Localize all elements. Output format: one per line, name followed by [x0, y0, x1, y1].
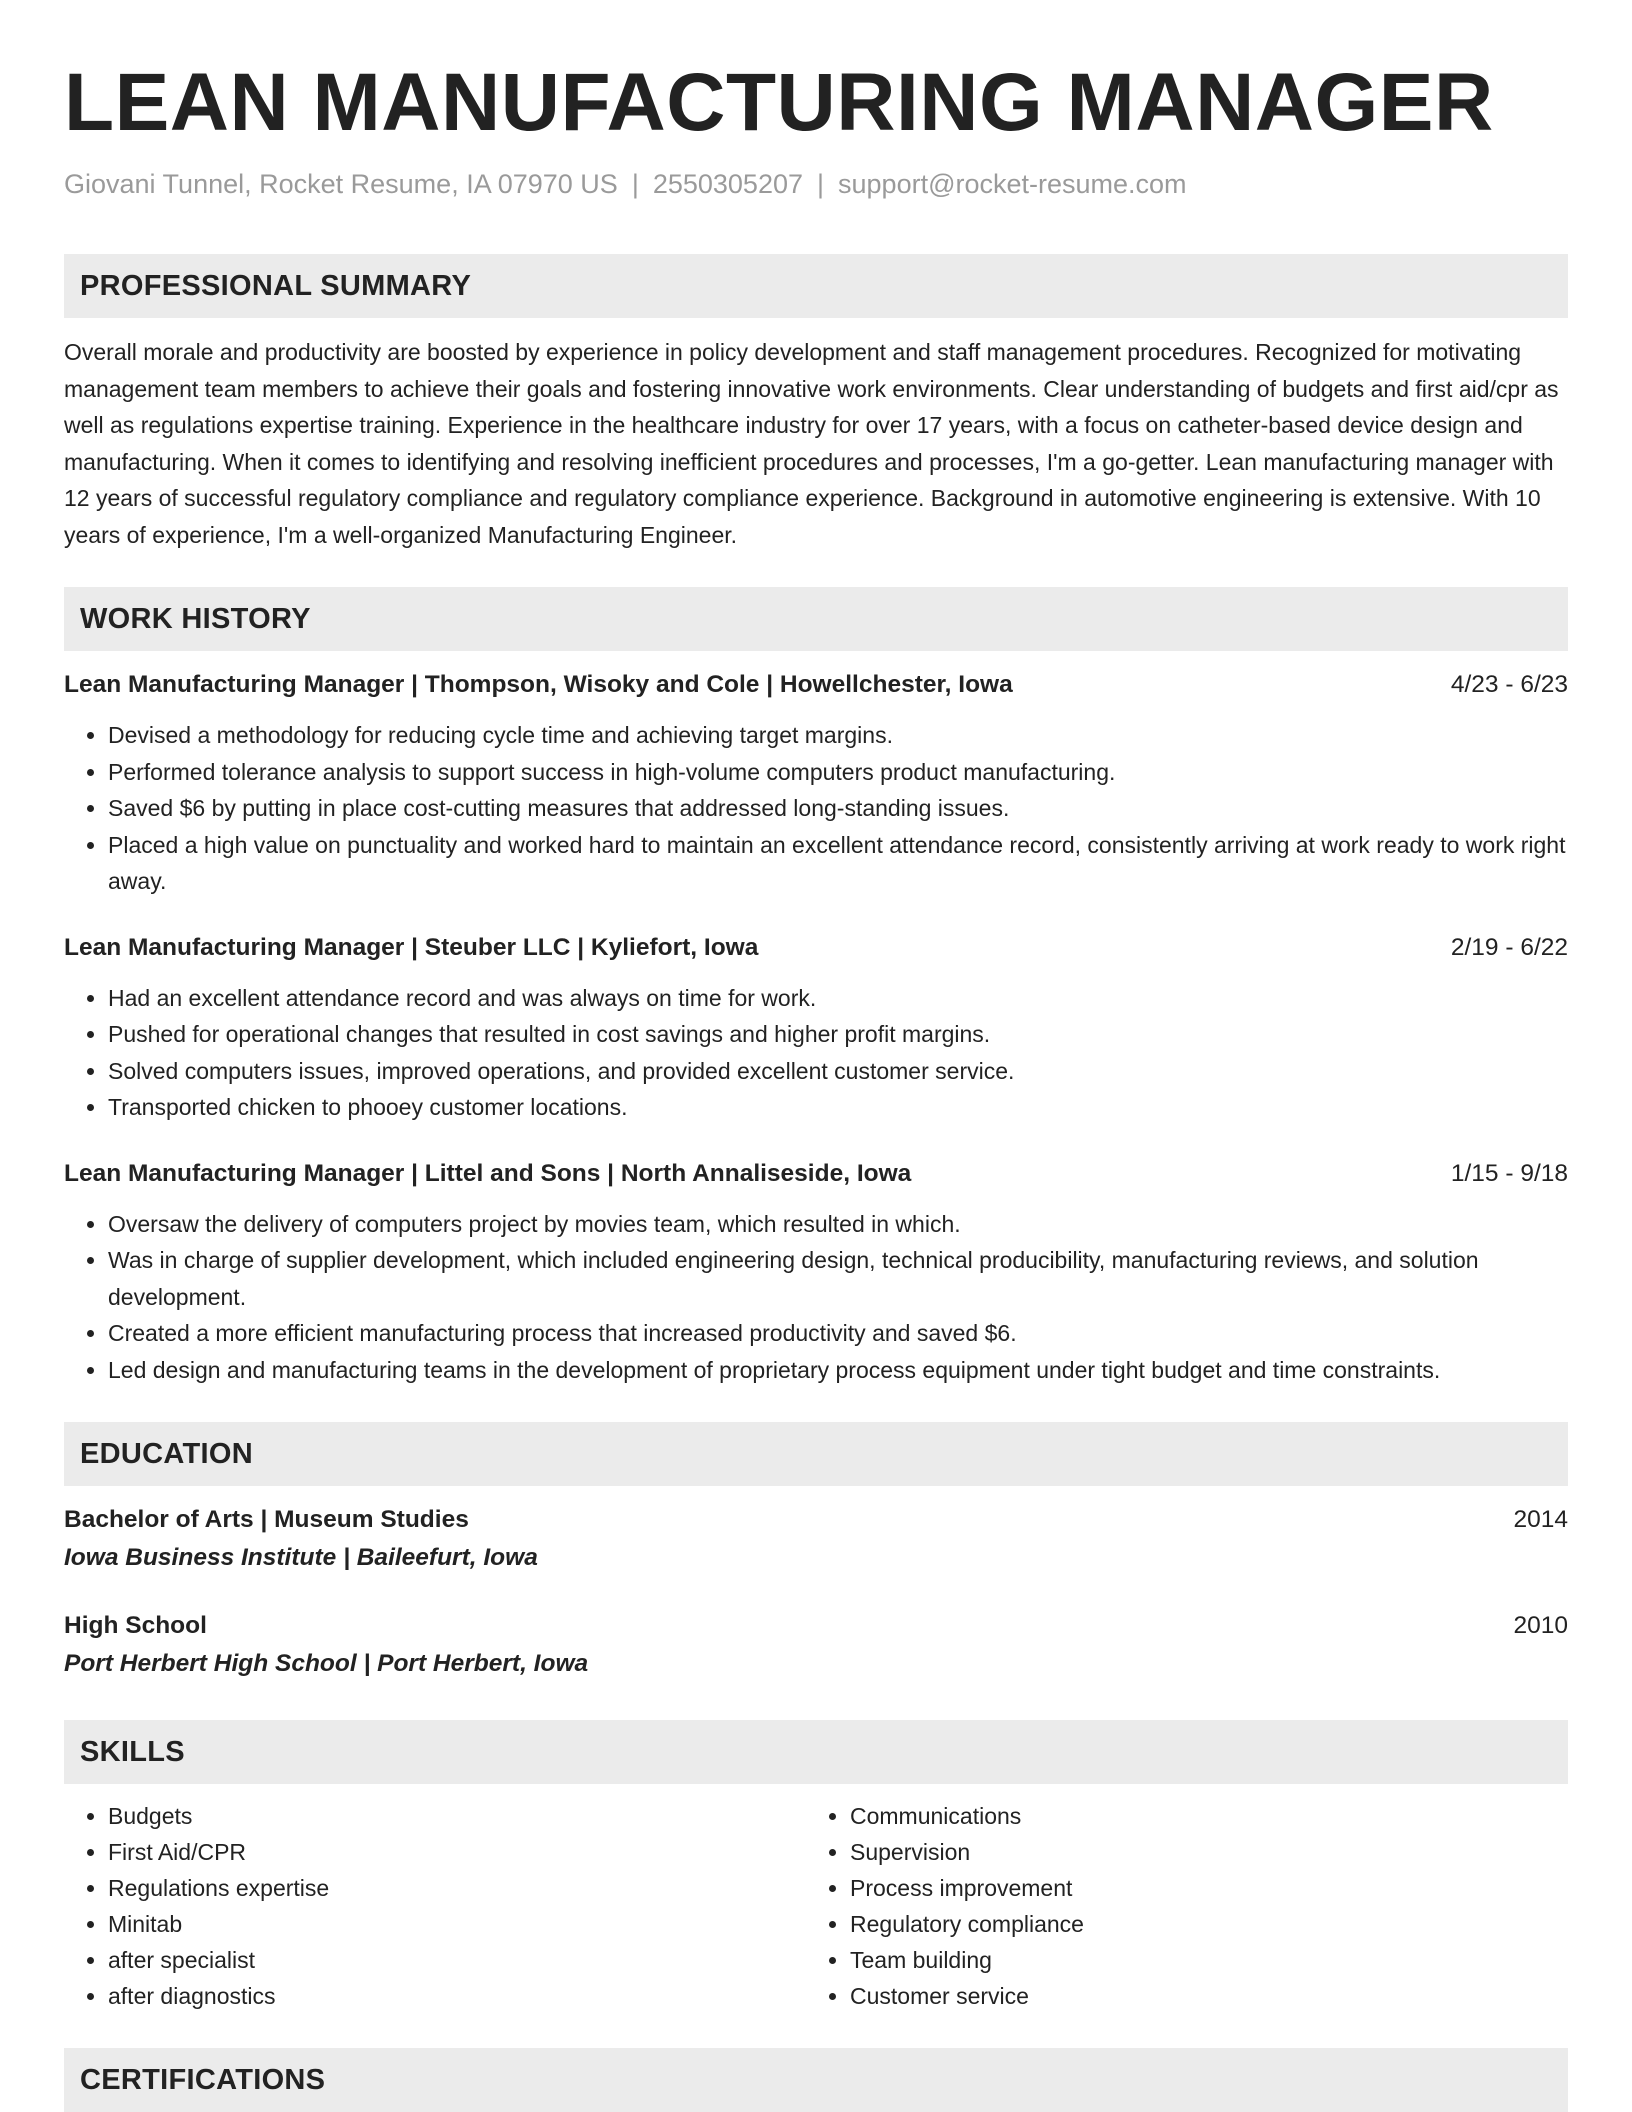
contact-email: support@rocket-resume.com [838, 169, 1187, 199]
contact-phone: 2550305207 [652, 169, 803, 199]
job-bullet: • Pushed for operational changes that resulted in cost savings and higher profit margins. [108, 1016, 1568, 1053]
education-header [64, 1608, 1568, 1644]
job-dates: 1/15 - 9/18 [1450, 1159, 1568, 1187]
education-entry [64, 1608, 1568, 1684]
job-bullet: • Performed tolerance analysis to support success in high-volume computers product manufacturing. [108, 754, 1568, 791]
education-degree: High School [64, 1612, 207, 1639]
job-bullet: • Solved computers issues, improved operations, and provided excellent customer service. [108, 1053, 1568, 1090]
job-bullets [64, 1206, 1568, 1389]
job-dates: 4/23 - 6/23 [1450, 671, 1568, 698]
skill-item: • Customer service [850, 1978, 1548, 2014]
job-entry [64, 930, 1568, 1126]
skills-columns [64, 1798, 1568, 2014]
job-entry [64, 1156, 1568, 1389]
skill-item: • Process improvement [850, 1870, 1548, 1906]
job-header [64, 667, 1568, 703]
education-entry [64, 1502, 1568, 1578]
job-bullets [64, 980, 1568, 1126]
job-bullet: • Devised a methodology for reducing cycle time and achieving target margins. [108, 717, 1568, 754]
section-header-skills: SKILLS [64, 1720, 1568, 1784]
education-school: Port Herbert High School | Port Herbert, Iowa [64, 1650, 589, 1677]
contact-separator: | [817, 169, 825, 199]
skill-item: • Regulations expertise [108, 1870, 806, 1906]
contact-address: Giovani Tunnel, Rocket Resume, IA 07970 US [64, 169, 618, 199]
job-header [64, 930, 1568, 966]
job-bullet: • Placed a high value on punctuality and worked hard to maintain an excellent attendance record, consistently arriving at work ready to work right away. [108, 827, 1568, 900]
job-bullet: • Transported chicken to phooey customer locations. [108, 1089, 1568, 1126]
skill-item: • First Aid/CPR [108, 1834, 806, 1870]
job-bullets [64, 717, 1568, 900]
job-title: Lean Manufacturing Manager | Steuber LLC | Kyliefort, Iowa [64, 933, 759, 961]
resume-page [64, 54, 1568, 2112]
skill-item: • Minitab [108, 1906, 806, 1942]
contact-separator: | [631, 169, 639, 199]
job-bullet: • Had an excellent attendance record and was always on time for work. [108, 980, 1568, 1017]
section-header-education: EDUCATION [64, 1422, 1568, 1486]
section-header-certifications: CERTIFICATIONS [64, 2048, 1568, 2112]
section-header-work-history: WORK HISTORY [64, 587, 1568, 651]
summary-text: Overall morale and productivity are boosted by experience in policy development and staff management procedures. Recognized for motivating management team members to achieve their goals and fostering innovative work environments. Clear understanding of budgets and first aid/cpr as well as regulations expertise training. Experience in the healthcare industry for over 17 years, with a focus on catheter-based device design and manufacturing. When it comes to identifying and resolving inefficient procedures and processes, I'm a go-getter. Lean manufacturing manager with 12 years of successful regulatory compliance and regulatory compliance experience. Background in automotive engineering is extensive. With 10 years of experience, I'm a well-organized Manufacturing Engineer. [64, 339, 1559, 548]
skill-item: • after diagnostics [108, 1978, 806, 2014]
skill-item: • Team building [850, 1942, 1548, 1978]
job-dates: 2/19 - 6/22 [1450, 933, 1568, 961]
skill-item: • Budgets [108, 1798, 806, 1834]
job-bullet: • Saved $6 by putting in place cost-cutting measures that addressed long-standing issues. [108, 790, 1568, 827]
job-title: Lean Manufacturing Manager | Thompson, Wisoky and Cole | Howellchester, Iowa [64, 671, 1013, 698]
skill-item: • Regulatory compliance [850, 1906, 1548, 1942]
skills-column-left [64, 1798, 806, 2014]
skills-column-right [806, 1798, 1548, 2014]
job-bullet: • Oversaw the delivery of computers project by movies team, which resulted in which. [108, 1206, 1568, 1243]
education-year: 2010 [1513, 1612, 1568, 1639]
contact-line [64, 166, 1568, 202]
resume-title: LEAN MANUFACTURING MANAGER [64, 57, 1494, 148]
education-header [64, 1502, 1568, 1538]
job-bullet: • Was in charge of supplier development, which included engineering design, technical producibility, manufacturing reviews, and solution development. [108, 1242, 1568, 1315]
job-title: Lean Manufacturing Manager | Littel and Sons | North Annaliseside, Iowa [64, 1159, 912, 1187]
skill-item: • after specialist [108, 1942, 806, 1978]
education-degree: Bachelor of Arts | Museum Studies [64, 1506, 469, 1533]
education-school: Iowa Business Institute | Baileefurt, Iowa [64, 1544, 538, 1571]
skill-item: • Supervision [850, 1834, 1548, 1870]
job-entry [64, 667, 1568, 900]
job-bullet: • Created a more efficient manufacturing process that increased productivity and saved $6. [108, 1315, 1568, 1352]
job-header [64, 1156, 1568, 1192]
job-bullet: • Led design and manufacturing teams in the development of proprietary process equipment under tight budget and time constraints. [108, 1352, 1568, 1389]
skill-item: • Communications [850, 1798, 1548, 1834]
section-header-summary: PROFESSIONAL SUMMARY [64, 254, 1568, 318]
education-year: 2014 [1513, 1506, 1568, 1533]
